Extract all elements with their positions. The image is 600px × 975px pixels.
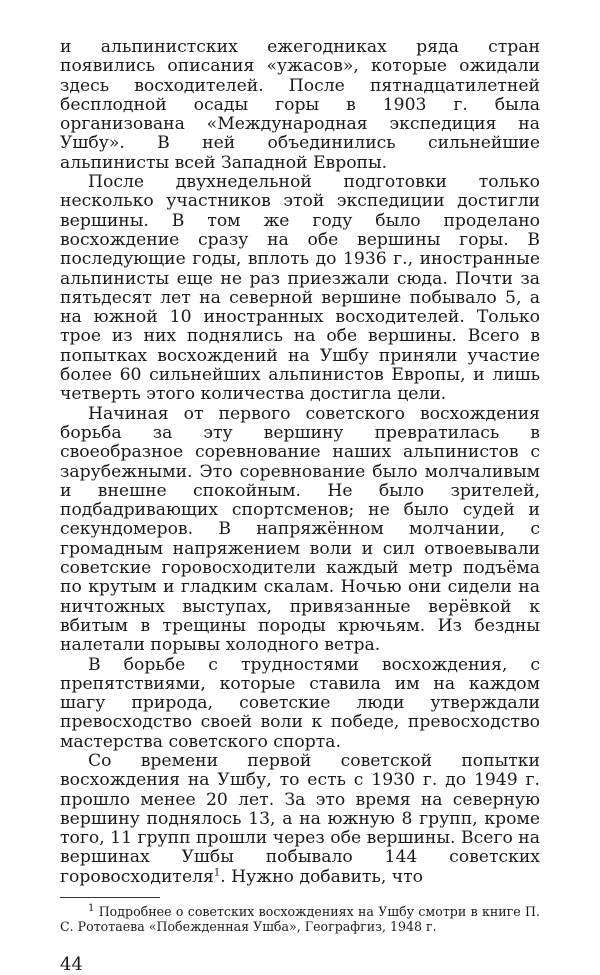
paragraph-5-text: Со времени первой советской попытки восхождения на Ушбу, то есть с 1930 г. до 1949 г. прошло менее 20 лет. За это время на северную вершину поднялось 13, а на южную 8 групп, кроме того, 11 групп прошли через обе вершины. Всего на вершинах Ушбы побывало 144 советских горовосходителя <box>60 750 540 887</box>
paragraph-4: В борьбе с трудностями восхождения, с препятствиями, которые ставила им на каждом шагу природа, советские люди утверждали превосходство своей воли к победе, превосходство мастерства советского спорта. <box>60 654 540 752</box>
page-number: 44 <box>60 954 83 975</box>
footnote-text: Подробнее о советских восхождениях на Ушбу смотри в книге П. С. Рототаева «Побежденная Ушба», Географгиз, 1948 г. <box>60 904 540 935</box>
footnote-divider <box>60 897 160 898</box>
footnote <box>60 904 540 934</box>
footnote-reference[interactable]: 1 <box>213 867 221 879</box>
book-page <box>60 38 540 975</box>
footnote-marker: 1 <box>88 902 95 914</box>
paragraph-5 <box>60 752 540 887</box>
paragraph-3: Начиная от первого советского восхождения борьба за эту вершину превратилась в своеобразное соревнование наших альпинистов с зарубежными. Это соревнование было молчаливым и внешне спокойным. Не было зрителей, подбадривающих спортсменов; не было судей и секундомеров. В напряжённом молчании, с громадным напряжением воли и сил отвоевывали советские горовосходители каждый метр подъёма по крутым и гладким скалам. Ночью они сидели на ничтожных выступах, привязанные верёвкой к вбитым в трещины породы крючьям. Из бездны налетали порывы холодного ветра. <box>60 403 540 656</box>
paragraph-5-continuation: . Нужно добавить, что <box>220 866 424 887</box>
paragraph-1: и альпинистских ежегодниках ряда стран появились описания «ужасов», которые ожидали здесь восходителей. После пятнадцатилетней бесплодной осады горы в 1903 г. была организована «Международная экспедиция на Ушбу». В ней объединились сильнейшие альпинисты всей Западной Европы. <box>60 37 540 173</box>
paragraph-2: После двухнедельной подготовки только несколько участников этой экспедиции достигли вершины. В том же году было проделано восхождение сразу на обе вершины горы. В последующие годы, вплоть до 1936 г., иностранные альпинисты еще не раз приезжали сюда. Почти за пятьдесят лет на северной вершине побывало 5, а на южной 10 иностранных восходителей. Только трое из них поднялись на обе вершины. Всего в попытках восхождений на Ушбу приняли участие более 60 сильнейших альпинистов Европы, и лишь четверть этого количества достигла цели. <box>60 172 540 405</box>
